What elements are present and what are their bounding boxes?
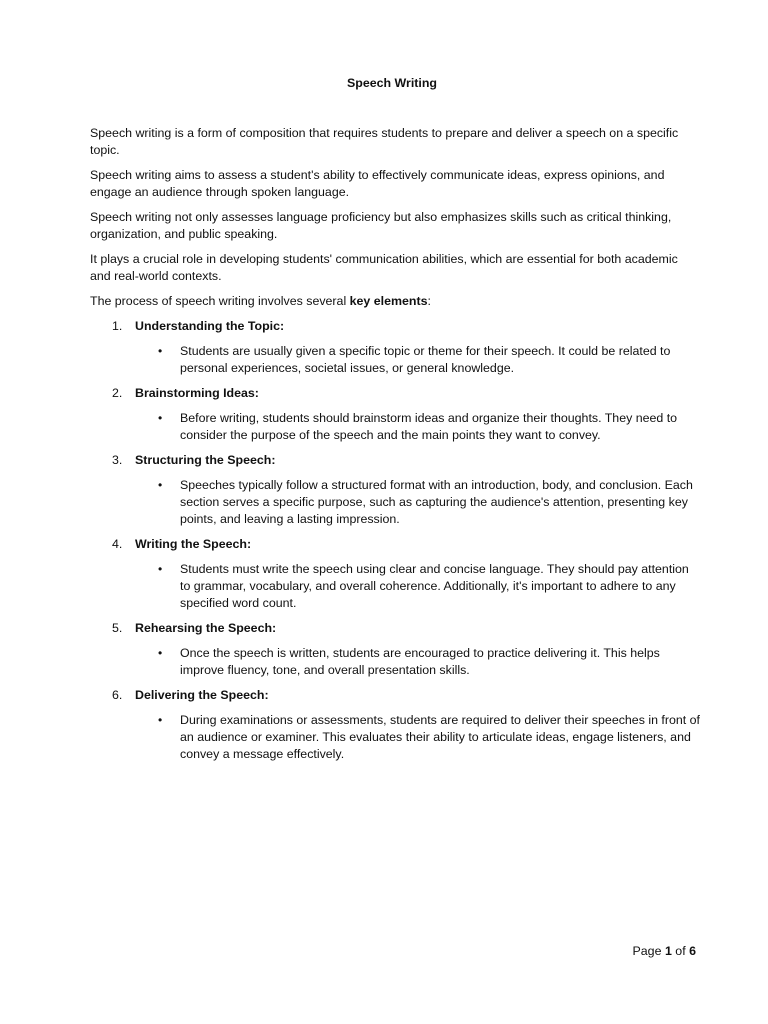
list-heading: Writing the Speech: [135,537,252,551]
list-number: 1. [112,319,123,333]
bullet-icon: • [158,478,163,492]
intro-colon: : [427,294,431,308]
list-number: 3. [112,453,123,467]
bullet-item [135,343,700,377]
bullet-text: Before writing, students should brainstorm ideas and organize their thoughts. They need to consider the purpose of the speech and the main points they want to convey. [180,411,678,442]
page-title: Speech Writing [347,76,437,90]
bullet-text: Students must write the speech using clear and concise language. They should pay attention to grammar, vocabulary, and overall coherence. Additionally, it's important to adhere to any specified word count. [180,562,689,610]
intro-paragraph [90,293,700,310]
list-number: 2. [112,386,123,400]
list-item [90,620,700,679]
bullet-icon: • [158,411,163,425]
list-item [90,452,700,528]
bullet-icon: • [158,344,163,358]
bullet-item [135,477,700,528]
paragraph-4: It plays a crucial role in developing students' communication abilities, which are essential for both academic and real-world contexts. [90,252,678,283]
list-heading: Delivering the Speech: [135,688,269,702]
bullet-item [135,561,700,612]
list-item [90,318,700,377]
bullet-text: Speeches typically follow a structured format with an introduction, body, and conclusion. Each section serves a specific purpose, such as capturing the audience's attention, presenting key points, and leaving a lasting impression. [180,478,693,526]
current-page-number: 1 [664,944,672,958]
of-label: of [675,944,686,958]
list-heading: Structuring the Speech: [135,453,276,467]
bullet-text: Once the speech is written, students are encouraged to practice delivering it. This helps improve fluency, tone, and overall presentation skills. [180,646,660,677]
list-heading: Rehearsing the Speech: [135,621,277,635]
document-body [90,125,700,771]
intro-key-elements: key elements [349,294,428,308]
bullet-item [135,712,700,763]
paragraph-2: Speech writing aims to assess a student's ability to effectively communicate ideas, express opinions, and engage an audience through spoken language. [90,168,665,199]
bullet-text: During examinations or assessments, students are required to deliver their speeches in front of an audience or examiner. This evaluates their ability to articulate ideas, engage listeners, and convey a message effectively. [180,713,700,761]
list-item [90,687,700,763]
bullet-text: Students are usually given a specific topic or theme for their speech. It could be related to personal experiences, societal issues, or general knowledge. [180,344,671,375]
bullet-item [135,410,700,444]
total-pages-number: 6 [689,944,696,958]
bullet-item [135,645,700,679]
paragraph-1: Speech writing is a form of composition that requires students to prepare and deliver a speech on a specific topic. [90,126,679,157]
list-heading: Understanding the Topic: [135,319,285,333]
bullet-icon: • [158,646,163,660]
list-item [90,385,700,444]
list-number: 6. [112,688,123,702]
list-number: 5. [112,621,123,635]
page-label: Page [632,944,662,958]
key-elements-list [90,318,700,763]
bullet-icon: • [158,713,163,727]
list-item [90,536,700,612]
list-number: 4. [112,537,123,551]
page-number-footer [633,943,696,960]
bullet-icon: • [158,562,163,576]
list-heading: Brainstorming Ideas: [135,386,259,400]
intro-text: The process of speech writing involves several [90,294,350,308]
paragraph-3: Speech writing not only assesses language proficiency but also emphasizes skills such as critical thinking, organization, and public speaking. [90,210,672,241]
